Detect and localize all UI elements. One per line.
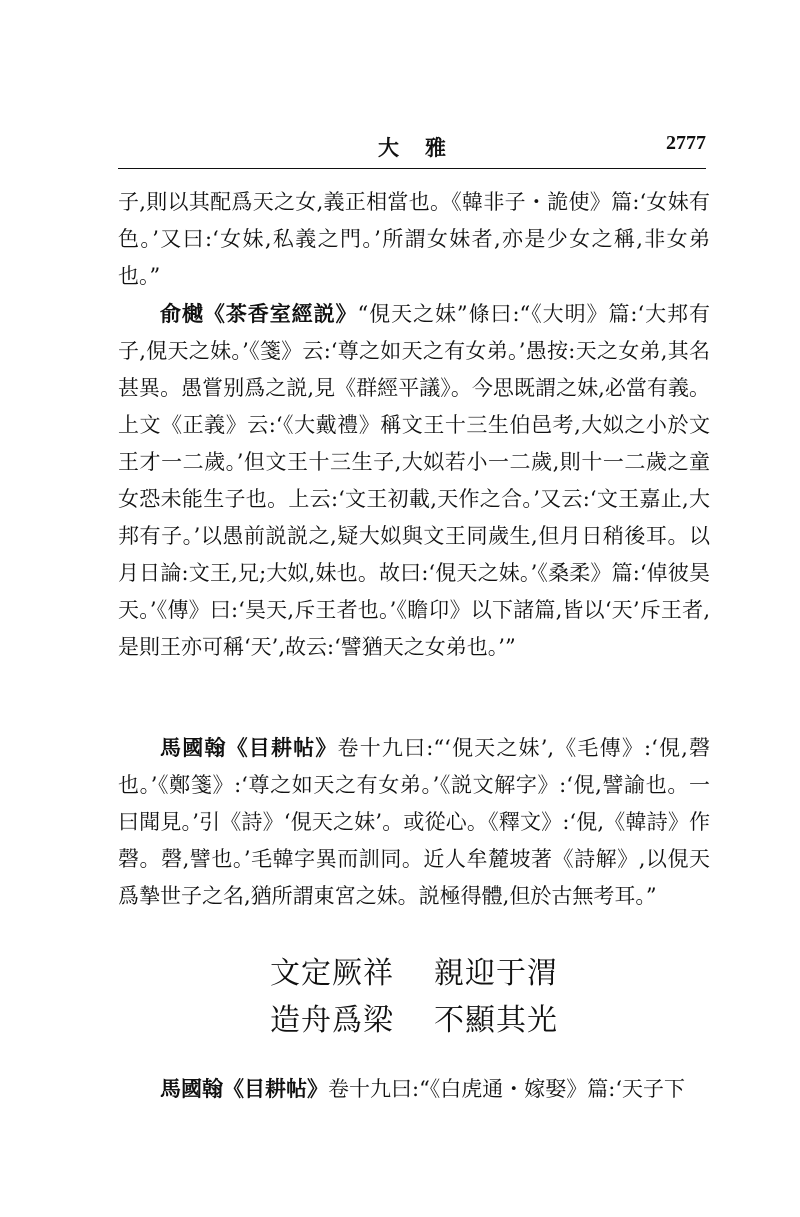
paragraph-yu-yue: [118, 295, 710, 666]
paragraph-text: “俔天之妹”條曰:“《大明》篇:‘大邦有子,俔天之妹。’《箋》云:‘尊之如天之有女弟。’愚按:天之女弟,其名甚異。愚嘗别爲之説,見《群經平議》。今思既謂之妹,必當有義。上文《正義》云:‘《大戴禮》稱文王十三生伯邑考,大姒之小於文王才一二歲。’但文王十三生子,大姒若小一二歲,則十一二歲之童女恐未能生子也。上云:‘文王初載,天作之合。’又云:‘文王嘉止,大邦有子。’以愚前説説之,疑大姒與文王同歲生,但月日稍後耳。以月日論:文王,兄;大姒,妹也。故曰:‘俔天之妹。’《桑柔》篇:‘倬彼昊天。’《傳》曰:‘昊天,斥王者也。’《瞻卬》以下諸篇,皆以‘天’斥王者,是則王亦可稱‘天’,故云:‘譬猶天之女弟也。’”: [118, 302, 710, 659]
poem-verse: 親迎于渭: [434, 956, 558, 991]
poem-line-2: [270, 1000, 558, 1042]
paragraph-ma-guohan-2: [118, 1070, 710, 1108]
paragraph-text: 卷十九曰:“《白虎通・嫁娶》篇:‘天子下: [328, 1077, 686, 1101]
running-head-title: 大雅: [378, 135, 472, 160]
paragraph-source: 馬國翰《目耕帖》: [160, 1076, 328, 1101]
poem-verse: 不顯其光: [434, 1003, 558, 1038]
poem-verse: 造舟爲梁: [270, 1003, 394, 1038]
poem-line-1: [270, 953, 558, 995]
page-header: [118, 128, 706, 169]
paragraph-text: 子,則以其配爲天之女,義正相當也。《韓非子・詭使》篇:‘女妹有色。’又曰:‘女妹,私義之門。’所謂女妹者,亦是少女之稱,非女弟也。”: [118, 190, 710, 288]
page-number: 2777: [666, 132, 706, 154]
paragraph-ma-guohan: [118, 729, 710, 915]
paragraph-text: 卷十九曰:“‘俔天之妹’,《毛傳》:‘俔,磬也。’《鄭箋》:‘尊之如天之有女弟。’《説文解字》:‘俔,譬諭也。一曰聞見。’引《詩》‘俔天之妹’。或從心。《釋文》:‘俔,《韓詩》作磬。磬,譬也。’毛韓字異而訓同。近人牟麓坡著《詩解》,以俔天爲摯世子之名,猶所謂東宮之妹。説極得體,但於古無考耳。”: [118, 736, 710, 908]
paragraph-source: 馬國翰《目耕帖》: [160, 735, 338, 760]
paragraph-continuation: [118, 184, 710, 295]
paragraph-source: 俞樾《茶香室經説》: [160, 301, 358, 326]
poem-verse: 文定厥祥: [270, 956, 394, 991]
